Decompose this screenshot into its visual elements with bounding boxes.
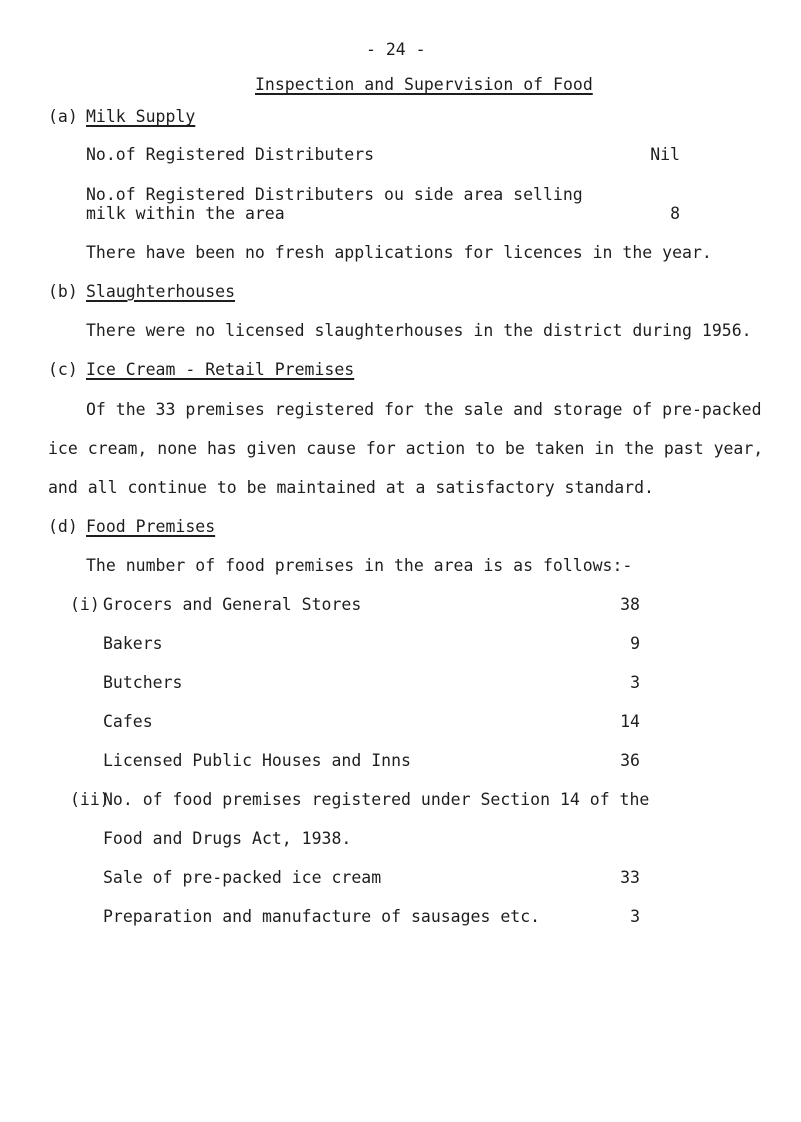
section-d-intro: The number of food premises in the area is as follows:- bbox=[86, 556, 633, 575]
section-d-marker: (d) bbox=[48, 517, 78, 536]
section-c-line-3: and all continue to be maintained at a satisfactory standard. bbox=[48, 478, 654, 497]
section-d-i-row-2-label: Bakers bbox=[103, 634, 163, 653]
section-d-title: Food Premises bbox=[86, 517, 216, 536]
section-c-line-1: Of the 33 premises registered for the sale and storage of pre-packed bbox=[86, 400, 762, 419]
section-a-row-2-label-line1: No.of Registered Distributers ou side area selling bbox=[86, 185, 583, 204]
section-b-marker: (b) bbox=[48, 282, 78, 301]
section-a-title: Milk Supply bbox=[86, 107, 196, 126]
section-d-sub-i-marker: (i) bbox=[70, 595, 100, 614]
section-d-ii-row-2-label: Preparation and manufacture of sausages etc. bbox=[103, 907, 541, 926]
section-a-row-1-value: Nil bbox=[650, 145, 680, 164]
section-d-ii-line-1: No. of food premises registered under Section 14 of the bbox=[103, 790, 650, 809]
section-a-row-1-label: No.of Registered Distributers bbox=[86, 145, 375, 164]
section-d-i-row-4-label: Cafes bbox=[103, 712, 153, 731]
page-number: - 24 - bbox=[366, 40, 426, 59]
section-b-text: There were no licensed slaughterhouses in the district during 1956. bbox=[86, 321, 752, 340]
section-d-i-row-5-label: Licensed Public Houses and Inns bbox=[103, 751, 411, 770]
section-a-note: There have been no fresh applications for licences in the year. bbox=[86, 243, 712, 262]
section-c-line-2: ice cream, none has given cause for action to be taken in the past year, bbox=[48, 439, 764, 458]
section-d-ii-line-2: Food and Drugs Act, 1938. bbox=[103, 829, 352, 848]
section-a-row-2-label-line2: milk within the area bbox=[86, 204, 285, 223]
section-c-title: Ice Cream - Retail Premises bbox=[86, 360, 355, 379]
page-heading: Inspection and Supervision of Food bbox=[255, 75, 593, 94]
section-d-i-row-3-value: 3 bbox=[630, 673, 640, 692]
section-d-ii-row-1-value: 33 bbox=[620, 868, 640, 887]
section-a-row-2-value: 8 bbox=[670, 204, 680, 223]
section-d-ii-row-2-value: 3 bbox=[630, 907, 640, 926]
section-d-i-row-2-value: 9 bbox=[630, 634, 640, 653]
section-d-i-row-1-label: Grocers and General Stores bbox=[103, 595, 362, 614]
section-a-marker: (a) bbox=[48, 107, 78, 126]
section-d-i-row-3-label: Butchers bbox=[103, 673, 183, 692]
section-d-i-row-4-value: 14 bbox=[620, 712, 640, 731]
section-c-marker: (c) bbox=[48, 360, 78, 379]
section-d-i-row-5-value: 36 bbox=[620, 751, 640, 770]
section-b-title: Slaughterhouses bbox=[86, 282, 236, 301]
section-d-sub-ii-marker: (ii) bbox=[70, 790, 110, 809]
section-d-ii-row-1-label: Sale of pre-packed ice cream bbox=[103, 868, 382, 887]
section-d-i-row-1-value: 38 bbox=[620, 595, 640, 614]
